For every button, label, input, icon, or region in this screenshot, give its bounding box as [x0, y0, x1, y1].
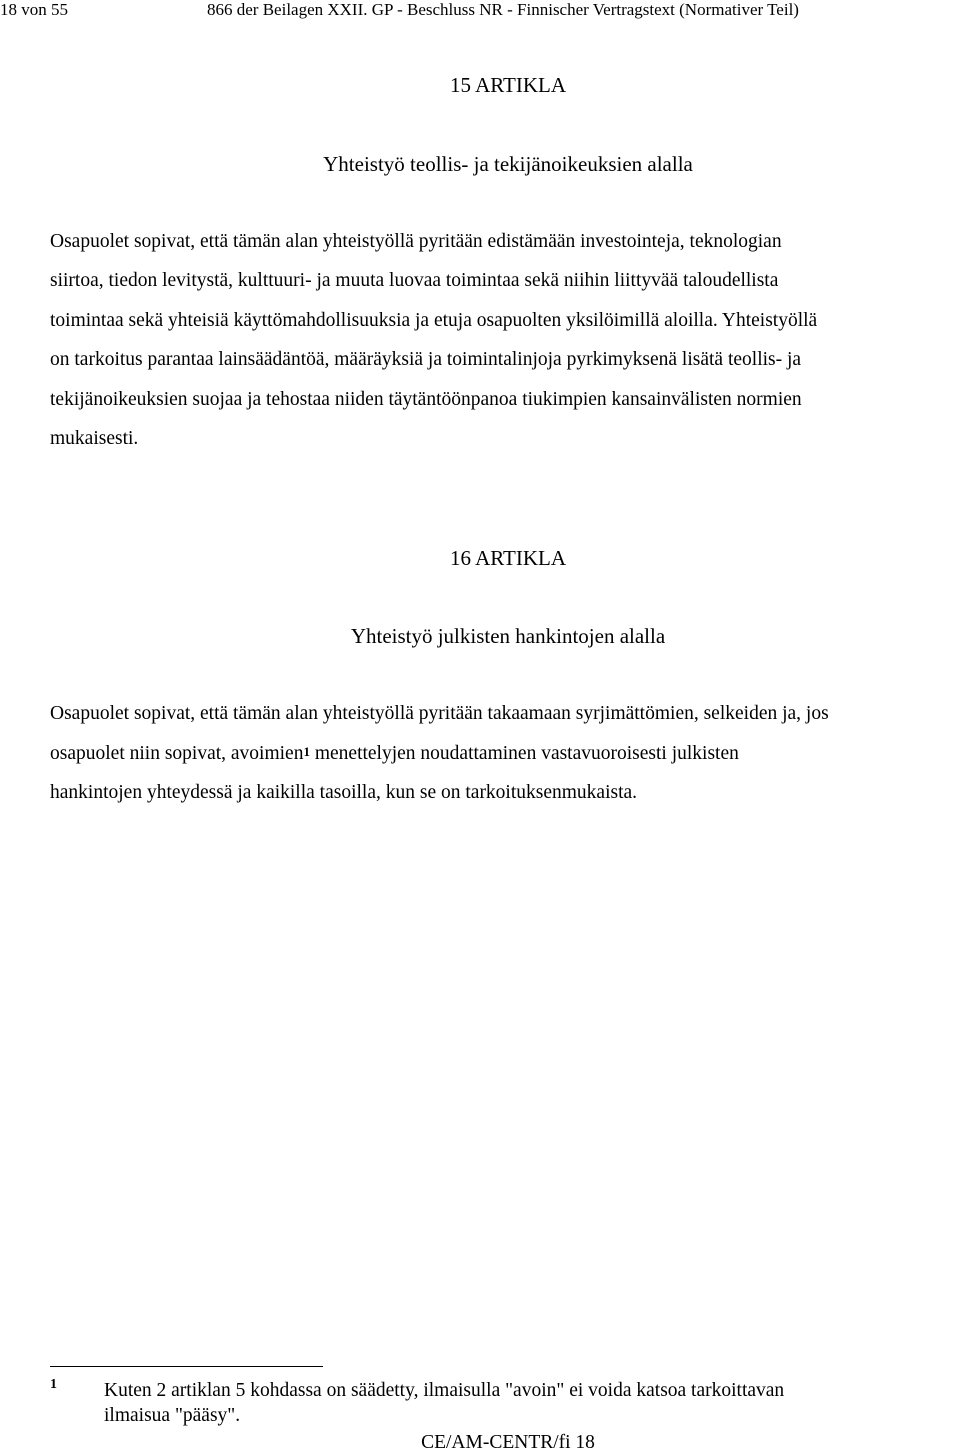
footnote-reference[interactable]: 1	[303, 744, 310, 759]
page-number: 18 von 55	[0, 0, 68, 19]
footnote-separator	[50, 1366, 323, 1367]
header-text: 866 der Beilagen XXII. GP - Beschluss NR - Finnischer Vertragstext (Normativer Teil)	[207, 0, 799, 19]
paragraph-line: toimintaa sekä yhteisiä käyttömahdollisuuksia ja etuja osapuolten yksilöimillä aloilla. Yhteistyöllä	[50, 310, 818, 331]
paragraph-line: Osapuolet sopivat, että tämän alan yhteistyöllä pyritään takaamaan syrjimättömien, selkeiden ja, jos	[50, 703, 829, 724]
paragraph-line: hankintojen yhteydessä ja kaikilla tasoilla, kun se on tarkoituksenmukaista.	[50, 782, 638, 803]
paragraph-line: tekijänoikeuksien suojaa ja tehostaa niiden täytäntöönpanoa tiukimpien kansainvälisten normien	[50, 389, 802, 410]
footnote-text: Kuten 2 artiklan 5 kohdassa on säädetty, ilmaisulla "avoin" ei voida katsoa tarkoittavan	[104, 1380, 785, 1401]
paragraph-text: menettelyjen noudattaminen vastavuoroisesti julkisten	[309, 743, 739, 764]
footnote-mark: 1	[50, 1377, 57, 1392]
paragraph-line	[50, 743, 739, 765]
article-16-heading: 16 ARTIKLA	[450, 546, 566, 570]
footnote-text: ilmaisua "pääsy".	[104, 1405, 241, 1426]
article-15-heading: 15 ARTIKLA	[450, 73, 566, 97]
document-reference: CE/AM-CENTR/fi 18	[421, 1432, 595, 1453]
paragraph-line: mukaisesti.	[50, 428, 139, 449]
paragraph-line: siirtoa, tiedon levitystä, kulttuuri- ja muuta luovaa toimintaa sekä niihin liittyvää taloudellista	[50, 270, 779, 291]
article-15-title: Yhteistyö teollis- ja tekijänoikeuksien alalla	[323, 152, 693, 176]
paragraph-line: Osapuolet sopivat, että tämän alan yhteistyöllä pyritään edistämään investointeja, teknologian	[50, 231, 782, 252]
paragraph-text: osapuolet niin sopivat, avoimien	[50, 743, 304, 764]
paragraph-line: on tarkoitus parantaa lainsäädäntöä, määräyksiä ja toimintalinjoja pyrkimyksenä lisätä teollis- ja	[50, 349, 802, 370]
article-16-title: Yhteistyö julkisten hankintojen alalla	[350, 624, 666, 648]
